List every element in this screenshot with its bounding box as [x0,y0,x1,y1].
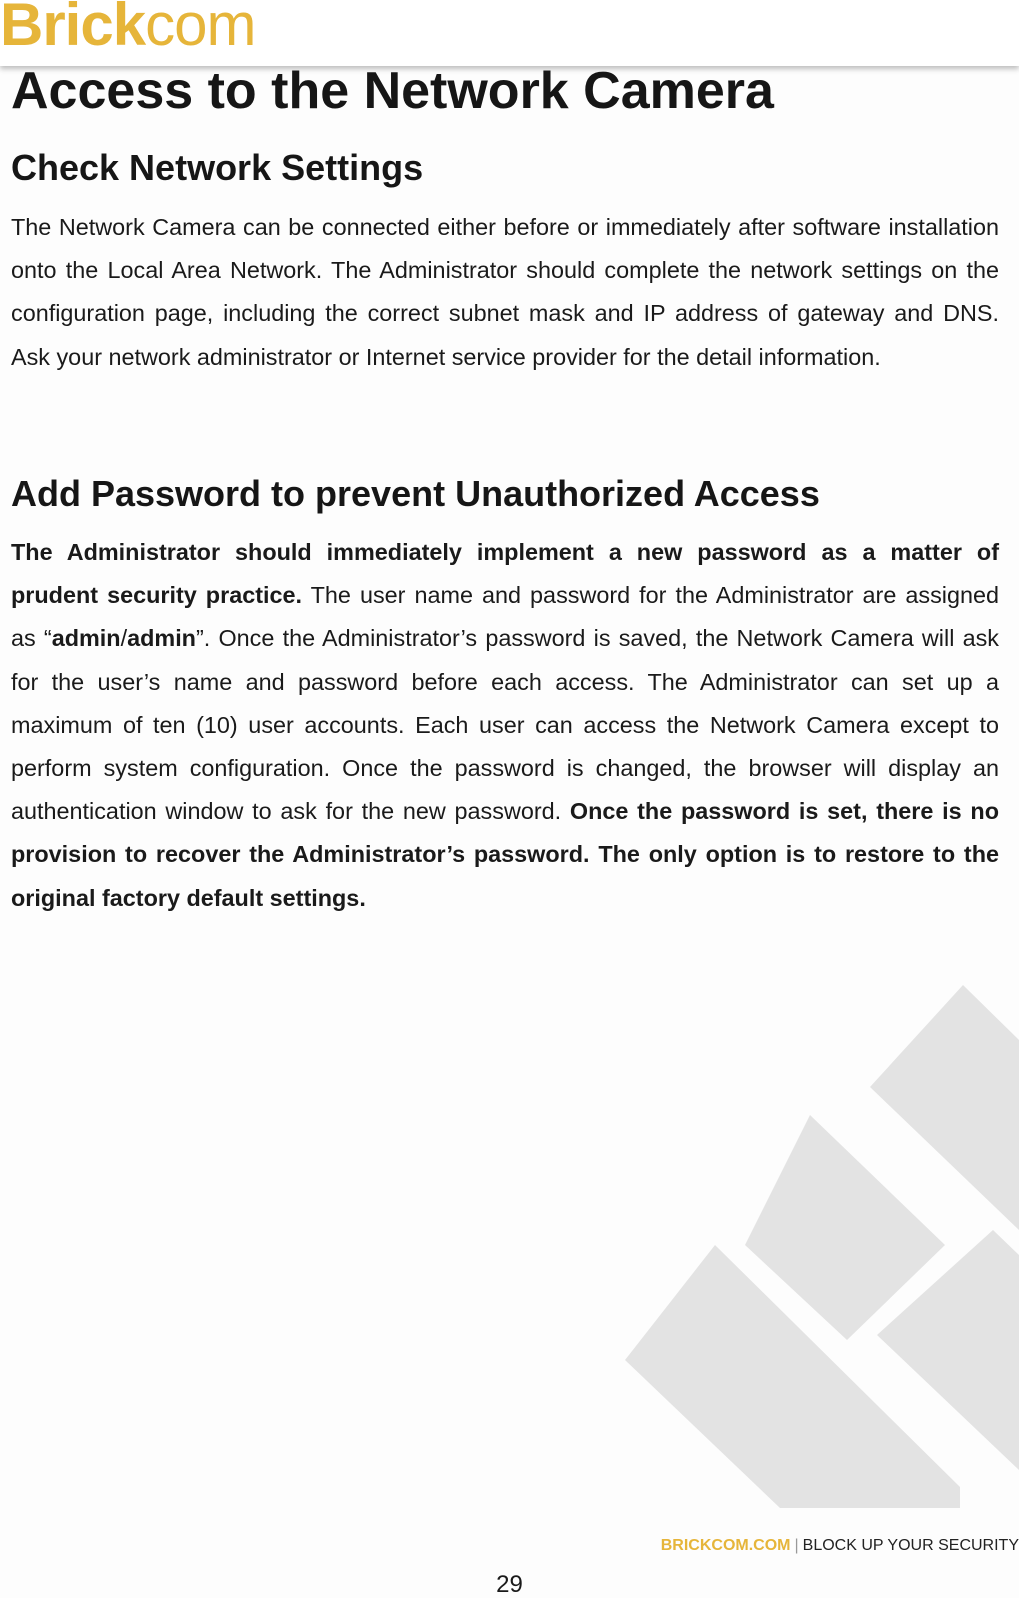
add-password-paragraph [11,531,999,920]
add-password-heading: Add Password to prevent Unauthorized Access [11,473,820,514]
check-network-heading: Check Network Settings [11,147,424,188]
logo-com-text: com [145,0,256,58]
footer-tagline [661,1536,1019,1556]
footer-separator: | [794,1537,799,1554]
password-text-2: ”. Once the Administrator’s password is saved, the Network Camera will ask for the user’s name and password before each access. The Administrator can set up a maximum of ten (10) user accounts. Each user can access the Network Camera except to perform system configuration. Once the password is changed, the browser will display an authentication window to ask for the new password. [11,625,999,825]
password-bold-intro: The Administrator should immediately implement a new password as a matter of prudent security practice. [11,539,999,609]
check-network-paragraph: The Network Camera can be connected either before or immediately after software installation onto the Local Area Network. The Administrator should complete the network settings on the configuration page, including the correct subnet mask and IP address of gateway and DNS. Ask your network administrator or Internet service provider for the detail information. [11,214,999,370]
credential-password: admin [127,625,196,652]
page-number: 29 [496,1571,523,1598]
password-bold-warning: Once the password is set, there is no provision to recover the Administrator’s password. The only option is to restore to the original factory default settings. [11,798,999,911]
credential-username: admin [51,625,121,652]
password-text-1: The user name and password for the Administrator are assigned as “ [11,582,1000,652]
logo-brick-text: Brick [0,0,146,58]
footer-brand: BRICKCOM.COM [660,1537,791,1554]
credential-separator: / [120,625,128,652]
footer-slogan: BLOCK UP YOUR SECURITY [802,1537,1019,1554]
watermark-block-1 [870,985,1019,1230]
page-title: Access to the Network Camera [11,62,774,120]
